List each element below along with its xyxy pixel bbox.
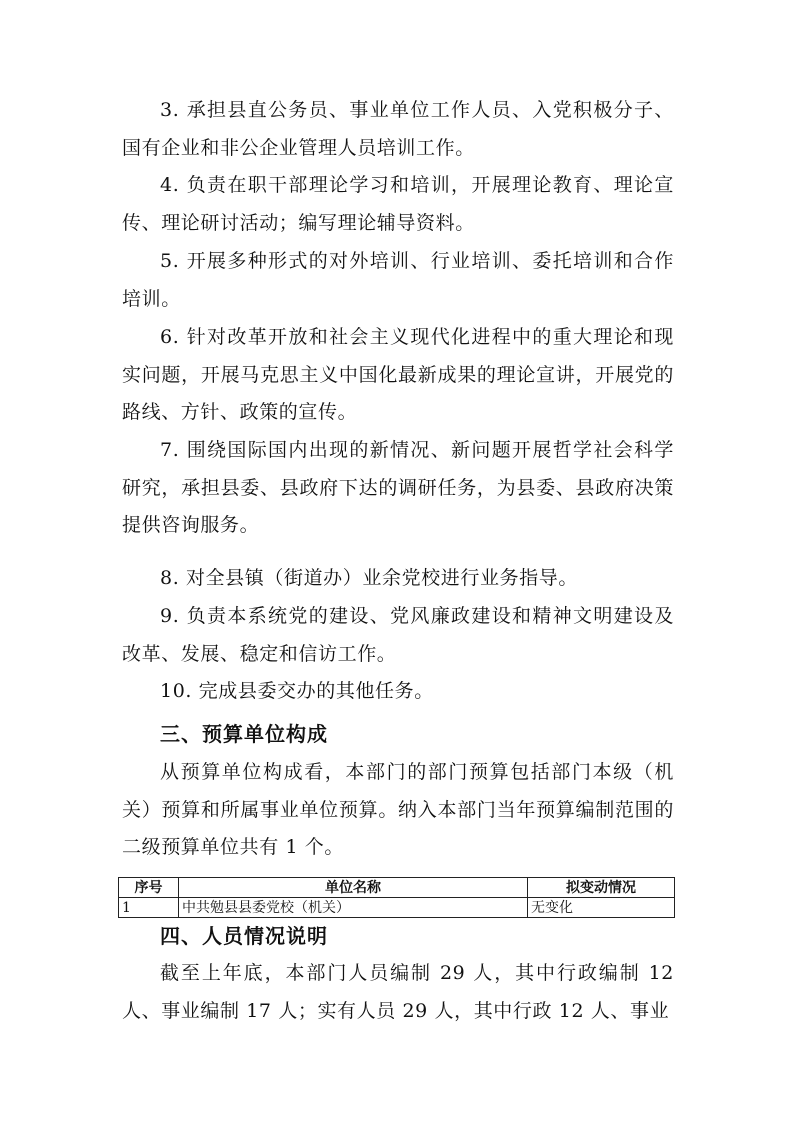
section-heading-budget-units: 三、预算单位构成	[160, 722, 328, 746]
duty-item-3: 3. 承担县直公务员、事业单位工作人员、入党积极分子、国有企业和非公企业管理人员培训工作。	[122, 99, 674, 159]
staffing-paragraph: 截至上年底，本部门人员编制 29 人，其中行政编制 12 人、事业编制 17 人；实有人员 29 人，其中行政 12 人、事业	[122, 962, 674, 1022]
column-header-change: 拟变动情况	[528, 878, 675, 898]
duty-item-5: 5. 开展多种形式的对外培训、行业培训、委托培训和合作培训。	[122, 250, 674, 310]
budget-units-table	[118, 877, 675, 918]
table-header-row	[119, 878, 675, 898]
cell-index: 1	[119, 898, 179, 918]
duty-item-6: 6. 针对改革开放和社会主义现代化进程中的重大理论和现实问题，开展马克思主义中国化最新成果的理论宣讲，开展党的路线、方针、政策的宣传。	[122, 326, 674, 423]
section-heading-staffing: 四、人员情况说明	[160, 924, 328, 948]
cell-change: 无变化	[528, 898, 675, 918]
duty-item-10: 10. 完成县委交办的其他任务。	[160, 680, 434, 702]
cell-unit-name: 中共勉县县委党校（机关）	[179, 898, 528, 918]
duty-item-7: 7. 围绕国际国内出现的新情况、新问题开展哲学社会科学研究，承担县委、县政府下达的调研任务，为县委、县政府决策提供咨询服务。	[122, 439, 674, 536]
column-header-index: 序号	[119, 878, 179, 898]
duty-item-8: 8. 对全县镇（街道办）业余党校进行业务指导。	[160, 567, 578, 589]
table-row	[119, 898, 675, 918]
duty-item-9: 9. 负责本系统党的建设、党风廉政建设和精神文明建设及改革、发展、稳定和信访工作。	[122, 605, 674, 665]
column-header-unit-name: 单位名称	[179, 878, 528, 898]
duty-item-4: 4. 负责在职干部理论学习和培训，开展理论教育、理论宣传、理论研讨活动；编写理论辅导资料。	[122, 174, 674, 234]
budget-units-paragraph: 从预算单位构成看，本部门的部门预算包括部门本级（机关）预算和所属事业单位预算。纳入本部门当年预算编制范围的二级预算单位共有 1 个。	[122, 761, 674, 858]
